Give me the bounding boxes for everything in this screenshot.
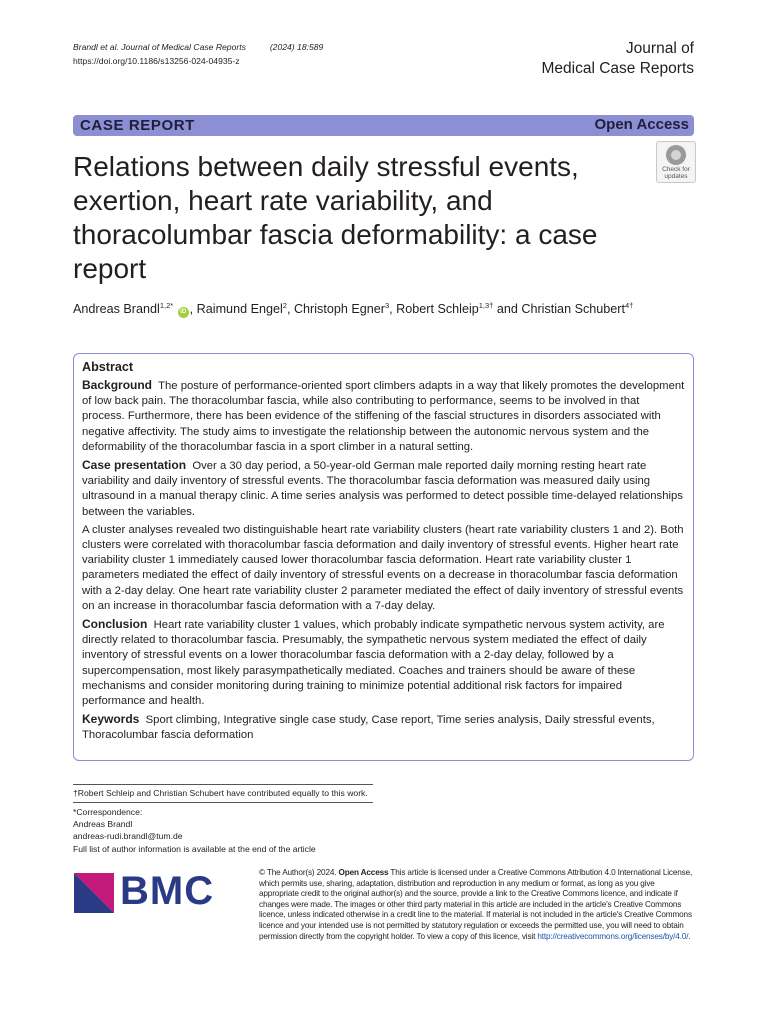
correspondence-label: *Correspondence: — [73, 807, 143, 817]
section-text: Over a 30 day period, a 50-year-old German male reported daily morning resting heart rate variability and daily inventory of stressful events. The thoracolumbar fascia deformation was measured daily using ultrasound in a manual therapy clinic. A time series analysis was performed to detect possible time-delayed relationships between the variables. — [82, 460, 683, 518]
abstract-case-results — [82, 523, 685, 614]
license-text: © The Author(s) 2024. Open Access This article is licensed under a Creative Commons Attribution 4.0 International License, which permits use, sharing, adaptation, distribution and reproduction in any medium or format, as long as you give appropriate credit to the original author(s) and the source, provide a link to the Creative Commons licence, and indicate if changes were made. The images or other third party material in this article are included in the article's Creative Commons licence, unless indicated otherwise in a credit line to the material. If material is not included in the article's Creative Commons licence and your intended use is not permitted by statutory regulation or exceeds the permitted use, you will need to obtain permission directly from the copyright holder. To view a copy of this licence, visit http://creativecommons.org/licenses/by/4.0/. — [259, 868, 693, 941]
orcid-icon[interactable]: iD — [178, 307, 189, 318]
abstract-keywords — [82, 712, 685, 743]
journal-line-1: Journal of — [625, 40, 694, 57]
abstract-case-presentation — [82, 458, 685, 520]
abstract-heading: Abstract — [82, 360, 134, 374]
journal-name — [542, 39, 694, 79]
footnote-divider — [73, 784, 373, 785]
author-name[interactable]: Christian Schubert — [521, 302, 625, 317]
open-access-badge: Open Access — [338, 868, 389, 877]
footnote-divider — [73, 802, 373, 803]
citation-line — [73, 40, 323, 54]
author-list: Andreas Brandl$^{1,2*}$ iD , Raimund Engel$^2$, Christoph Egner$^3$, Robert Schleip$^{1,3\dagger}$ and Christian Schubert$^{4\dagger}$ — [73, 301, 634, 317]
bmc-logo-text: BMC — [120, 869, 215, 913]
copyright: © The Author(s) 2024. — [259, 868, 337, 877]
article-title: Relations between daily stressful events, exertion, heart rate variability, and thoracolumbar fascia deformability: a case report — [73, 151, 598, 284]
section-text: Sport climbing, Integrative single case study, Case report, Time series analysis, Daily stressful events, Thoracolumbar fascia deformation — [82, 714, 655, 742]
crossmark-icon — [666, 145, 686, 165]
article-type-label: CASE REPORT — [80, 117, 195, 134]
section-label: Keywords — [82, 712, 140, 727]
article-type-band — [73, 115, 694, 136]
section-label: Background — [82, 378, 153, 392]
author-affiliation: 1,2* — [159, 301, 174, 310]
bmc-logo-icon — [74, 873, 114, 913]
license-link[interactable]: http://creativecommons.org/licenses/by/4.0/ — [537, 931, 689, 941]
author-affiliation: 1,3† — [478, 301, 494, 310]
author-info-note: Full list of author information is available at the end of the article — [73, 843, 316, 854]
author-affiliation: 3 — [384, 301, 390, 310]
running-header — [73, 40, 323, 68]
abstract-box — [73, 353, 694, 761]
year-volume: (2024) 18:589 — [269, 42, 324, 52]
section-text: Heart rate variability cluster 1 values, which probably indicate sympathetic nervous system activity, are directly related to thoracolumbar fascia. Presumably, the sympathetic nervous system mediated the effect of daily inventory of stressful events on a lower thoracolumbar fascia deformation with a 2-day delay, followed by a supercompensation, most likely parasympathetically mediated. Coaches and trainers should be aware of these mechanisms and consider monitoring during training to minimize potential additional risk factors for impaired performance and health. — [82, 619, 665, 708]
doi-link[interactable]: https://doi.org/10.1186/s13256-024-04935-z — [73, 56, 240, 66]
open-access-label: Open Access — [594, 116, 689, 133]
crossmark-line-1: Check for — [662, 166, 690, 173]
correspondence-block — [73, 806, 316, 855]
author-name[interactable]: Christoph Egner — [293, 302, 385, 317]
section-label: Conclusion — [82, 617, 148, 632]
author-name[interactable]: Raimund Engel — [196, 302, 283, 317]
abstract-background — [82, 378, 685, 455]
abstract-conclusion — [82, 617, 685, 709]
check-for-updates-button[interactable] — [656, 141, 696, 183]
author-affiliation: 2 — [282, 301, 287, 310]
correspondence-email[interactable]: andreas-rudi.brandl@tum.de — [73, 831, 183, 842]
correspondence-name: Andreas Brandl — [73, 819, 133, 830]
citation: Brandl et al. Journal of Medical Case Reports — [73, 42, 246, 52]
crossmark-line-2: updates — [664, 173, 688, 180]
section-label: Case presentation — [82, 458, 187, 473]
journal-line-2: Medical Case Reports — [541, 60, 694, 77]
author-affiliation: 4† — [624, 301, 634, 310]
author-name[interactable]: Andreas Brandl — [73, 302, 160, 317]
contribution-note: †Robert Schleip and Christian Schubert have contributed equally to this work. — [73, 788, 368, 798]
author-name[interactable]: Robert Schleip — [396, 302, 479, 317]
section-text: A cluster analyses revealed two distinguishable heart rate variability clusters (heart rate variability clusters 1 and 2). Both clusters were correlated with thoracolumbar fascia deformation and daily inventory of stressful events. Higher heart rate variability cluster 1 immediately caused lower thoracolumbar fascia deformation. Heart rate variability cluster 1 parameters mediated the effect of daily inventory of stressful events on a decrease in thoracolumbar fascia deformation with a 2-day delay. One heart rate variability cluster 2 parameter mediated the effect of daily inventory of stressful events on an increase in thoracolumbar fascia deformation with a 7-day delay. — [82, 523, 684, 612]
section-text: The posture of performance-oriented sport climbers adapts in a way that likely promotes the development of low back pain. The thoracolumbar fascia, while also contributing to performance, seems to be involved in that process. Furthermore, there has been evidence of the stiffening of the fascial structures in disorders associated with negative affectivity. The study aims to investigate the relationship between the autonomic nervous system and the deformability of the thoracolumbar fascia in a sport climber in a natural setting. — [82, 380, 685, 453]
license-body: This article is licensed under a Creative Commons Attribution 4.0 International License, which permits use, sharing, adaptation, distribution and reproduction in any medium or format, as long as you give appropriate credit to the original author(s) and the source, provide a link to the Creative Commons licence, and indicate if changes were made. The images or other third party material in this article are included in the article's Creative Commons licence, unless indicated otherwise in a credit line to the material. If material is not included in the article's Creative Commons licence and your intended use is not permitted by statutory regulation or exceeds the permitted use, you will need to obtain permission directly from the copyright holder. To view a copy of this licence, visit — [259, 868, 693, 941]
